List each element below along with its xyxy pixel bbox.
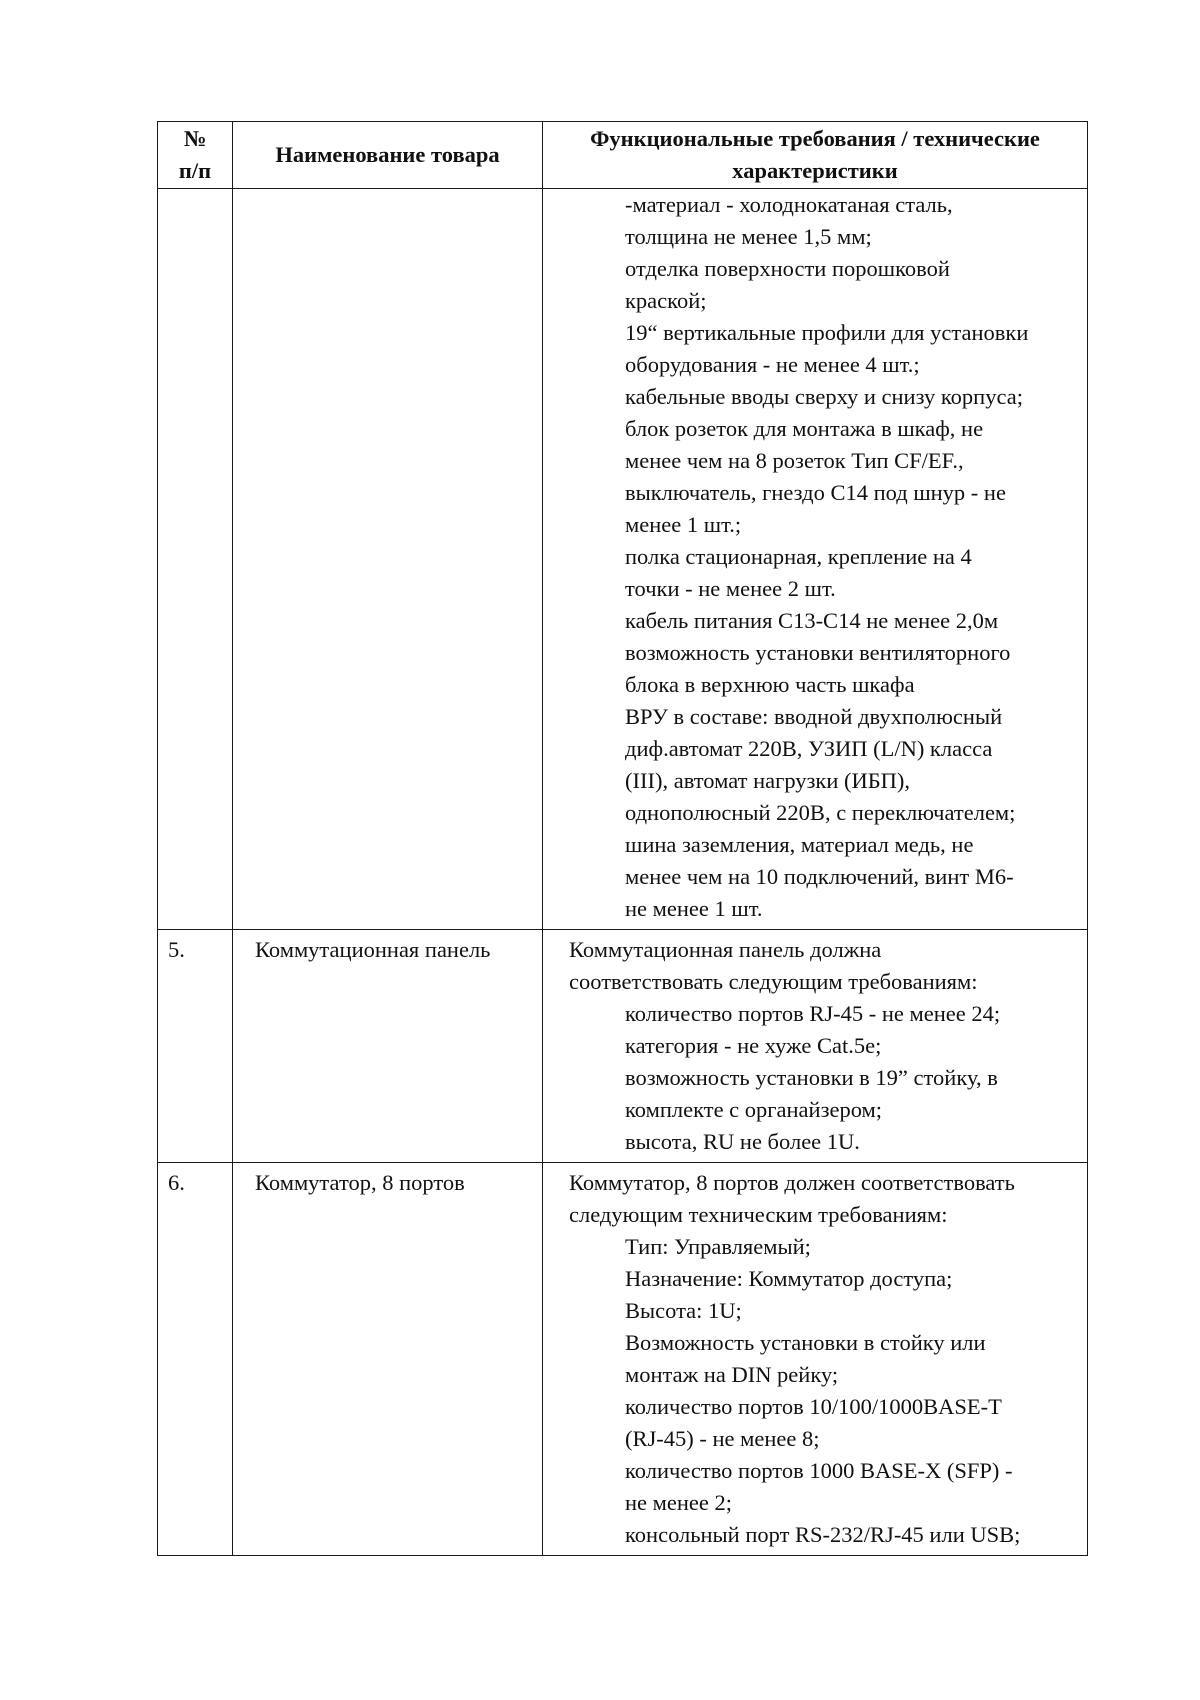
requirement-line: менее чем на 10 подключений, винт М6- [625, 864, 1014, 889]
requirement-line: оборудования - не менее 4 шт.; [625, 352, 920, 377]
requirement-line: (III), автомат нагрузки (ИБП), [625, 768, 911, 793]
requirement-line: кабельные вводы сверху и снизу корпуса; [625, 384, 1023, 409]
row-product-name [233, 189, 543, 930]
header-name: Наименование товара [233, 122, 543, 189]
requirement-line: шина заземления, материал медь, не [625, 832, 974, 857]
requirement-line: комплекте с органайзером; [625, 1097, 883, 1122]
row-product-name: Коммутатор, 8 портов [233, 1163, 543, 1556]
requirement-line: диф.автомат 220В, УЗИП (L/N) класса [625, 736, 993, 761]
row-requirements [543, 930, 1088, 1163]
requirement-line: выключатель, гнездо С14 под шнур - не [625, 480, 1006, 505]
header-spec [543, 122, 1088, 189]
header-number [158, 122, 233, 189]
row-product-name: Коммутационная панель [233, 930, 543, 1163]
spec-table [157, 121, 1088, 1556]
table-header [158, 122, 1088, 189]
row-number: 6. [158, 1163, 233, 1556]
header-spec-line-1: Функциональные требования / технические [590, 126, 1040, 151]
requirement-line: толщина не менее 1,5 мм; [625, 224, 872, 249]
requirement-line: Возможность установки в стойку или [625, 1330, 986, 1355]
requirement-line: (RJ-45) - не менее 8; [625, 1426, 820, 1451]
requirement-line: кабель питания С13-С14 не менее 2,0м [625, 608, 999, 633]
requirement-line: краской; [625, 288, 707, 313]
requirement-line: отделка поверхности порошковой [625, 256, 950, 281]
requirement-line: менее 1 шт.; [625, 512, 742, 537]
requirement-line: точки - не менее 2 шт. [625, 576, 836, 601]
row-requirements [543, 1163, 1088, 1556]
table-row [158, 930, 1088, 1163]
requirement-line: следующим техническим требованиям: [569, 1202, 948, 1227]
requirement-line: блока в верхнюю часть шкафа [625, 672, 915, 697]
header-spec-line-2: характеристики [732, 158, 898, 183]
requirement-line: однополюсный 220В, с переключателем; [625, 800, 1016, 825]
requirement-line: высота, RU не более 1U. [625, 1129, 860, 1154]
header-number-line-2: п/п [178, 158, 212, 183]
requirement-line: количество портов 1000 BASE-X (SFP) - [625, 1458, 1013, 1483]
table-row [158, 1163, 1088, 1556]
requirement-line: ВРУ в составе: вводной двухполюсный [625, 704, 1003, 729]
requirement-line: Тип: Управляемый; [625, 1234, 811, 1259]
requirement-line: не менее 1 шт. [625, 896, 763, 921]
table-body [158, 189, 1088, 1556]
requirement-line: возможность установки в 19” стойку, в [625, 1065, 998, 1090]
requirement-line: Коммутационная панель должна [569, 937, 882, 962]
requirement-line: не менее 2; [625, 1490, 733, 1515]
header-row [158, 122, 1088, 189]
requirement-line: -материал - холоднокатаная сталь, [625, 192, 953, 217]
requirement-line: Назначение: Коммутатор доступа; [625, 1266, 953, 1291]
requirement-line: Коммутатор, 8 портов должен соответствовать [569, 1170, 1015, 1195]
row-requirements [543, 189, 1088, 930]
requirement-line: соответствовать следующим требованиям: [569, 969, 978, 994]
requirement-line: количество портов RJ-45 - не менее 24; [625, 1001, 1001, 1026]
requirement-line: возможность установки вентиляторного [625, 640, 1011, 665]
requirement-line: количество портов 10/100/1000BASE-T [625, 1394, 1002, 1419]
requirement-line: консольный порт RS-232/RJ-45 или USB; [625, 1522, 1021, 1547]
requirement-line: блок розеток для монтажа в шкаф, не [625, 416, 984, 441]
requirement-line: монтаж на DIN рейку; [625, 1362, 839, 1387]
row-number: 5. [158, 930, 233, 1163]
requirement-line: менее чем на 8 розеток Тип CF/EF., [625, 448, 964, 473]
header-number-line-1: № [183, 126, 207, 151]
requirement-line: Высота: 1U; [625, 1298, 742, 1323]
requirement-line: категория - не хуже Cat.5e; [625, 1033, 882, 1058]
row-number [158, 189, 233, 930]
table-row [158, 189, 1088, 930]
requirement-line: 19“ вертикальные профили для установки [625, 320, 1029, 345]
requirement-line: полка стационарная, крепление на 4 [625, 544, 972, 569]
